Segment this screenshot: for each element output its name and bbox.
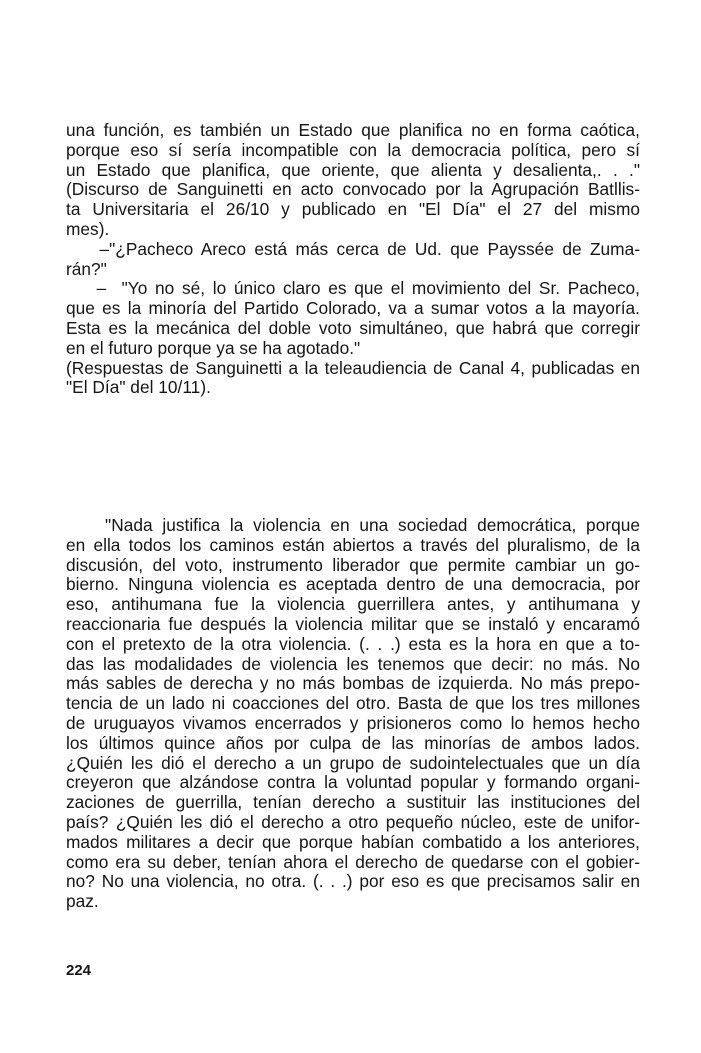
- text-line: creyeron que alzándose contra la voluntad popular y formando organi-: [66, 772, 640, 793]
- text-line: tencia de un lado ni coacciones del otro. Basta de que los tres millones: [66, 693, 640, 714]
- text-line: eso, antihumana fue la violencia guerrillera antes, y antihumana y: [66, 594, 640, 615]
- text-line: de uruguayos vivamos encerrados y prisioneros como lo hemos hecho: [66, 712, 640, 733]
- text-line: discusión, del voto, instrumento liberador que permite cambiar un go-: [66, 554, 640, 575]
- text-line: porque eso sí sería incompatible con la democracia política, pero sí: [66, 139, 640, 160]
- text-line: bierno. Ninguna violencia es aceptada dentro de una democracia, por: [66, 574, 640, 595]
- text-line: "Nada justifica la violencia en una sociedad democrática, porque: [66, 515, 640, 535]
- text-line: una función, es también un Estado que planifica no en forma caótica,: [66, 120, 640, 140]
- text-line: mes).: [66, 218, 110, 239]
- text-line: no? No una violencia, no otra. (. . .) por eso es que precisamos salir en: [66, 871, 640, 892]
- quoted-speech-block: [66, 121, 640, 398]
- text-line: país? ¿Quién les dió el derecho a otro pequeño núcleo, este de unifor-: [66, 811, 640, 832]
- text-line: das las modalidades de violencia les tenemos que decir: no más. No: [66, 653, 640, 674]
- text-line: paz.: [66, 891, 99, 912]
- text-line: ¿Quién les dió el derecho a un grupo de sudointelectuales que un día: [66, 752, 640, 773]
- text-line: "El Día" del 10/11).: [66, 377, 211, 398]
- text-line: con el pretexto de la otra violencia. (. . .) esta es la hora en que a to-: [66, 633, 640, 654]
- quoted-statement-block: [66, 516, 640, 912]
- text-line: más sables de derecha y no más bombas de izquierda. No más prepo-: [66, 673, 640, 694]
- text-line: en el futuro porque ya se ha agotado.": [66, 337, 361, 358]
- text-line: un Estado que planifica, que oriente, que alienta y desalienta,. . .": [66, 159, 640, 180]
- text-line: ta Universitaria el 26/10 y publicado en "El Día" el 27 del mismo: [66, 199, 640, 220]
- text-line: – "Yo no sé, lo único claro es que el movimiento del Sr. Pacheco,: [66, 278, 640, 299]
- text-line: zaciones de guerrilla, tenían derecho a sustituir las instituciones del: [66, 792, 640, 813]
- text-line: los últimos quince años por culpa de las minorías de ambos lados.: [66, 732, 640, 753]
- text-line: (Respuestas de Sanguinetti a la teleaudiencia de Canal 4, publicadas en: [66, 357, 640, 378]
- text-line: reaccionaria fue después la violencia militar que se instaló y encaramó: [66, 613, 640, 634]
- text-line: rán?": [66, 258, 107, 279]
- text-line: Esta es la mecánica del doble voto simultáneo, que habrá que corregir: [66, 317, 640, 338]
- page-number: 224: [66, 962, 92, 979]
- text-line: como era su deber, tenían ahora el derecho de quedarse con el gobier-: [66, 851, 640, 872]
- text-line: que es la minoría del Partido Colorado, va a sumar votos a la mayoría.: [66, 298, 640, 319]
- text-line: (Discurso de Sanguinetti en acto convocado por la Agrupación Batllis-: [66, 179, 640, 200]
- text-line: –"¿Pacheco Areco está más cerca de Ud. que Payssée de Zuma-: [66, 238, 640, 259]
- text-line: mados militares a decir que porque habían combatido a los anteriores,: [66, 831, 640, 852]
- text-line: en ella todos los caminos están abiertos a través del pluralismo, de la: [66, 534, 640, 555]
